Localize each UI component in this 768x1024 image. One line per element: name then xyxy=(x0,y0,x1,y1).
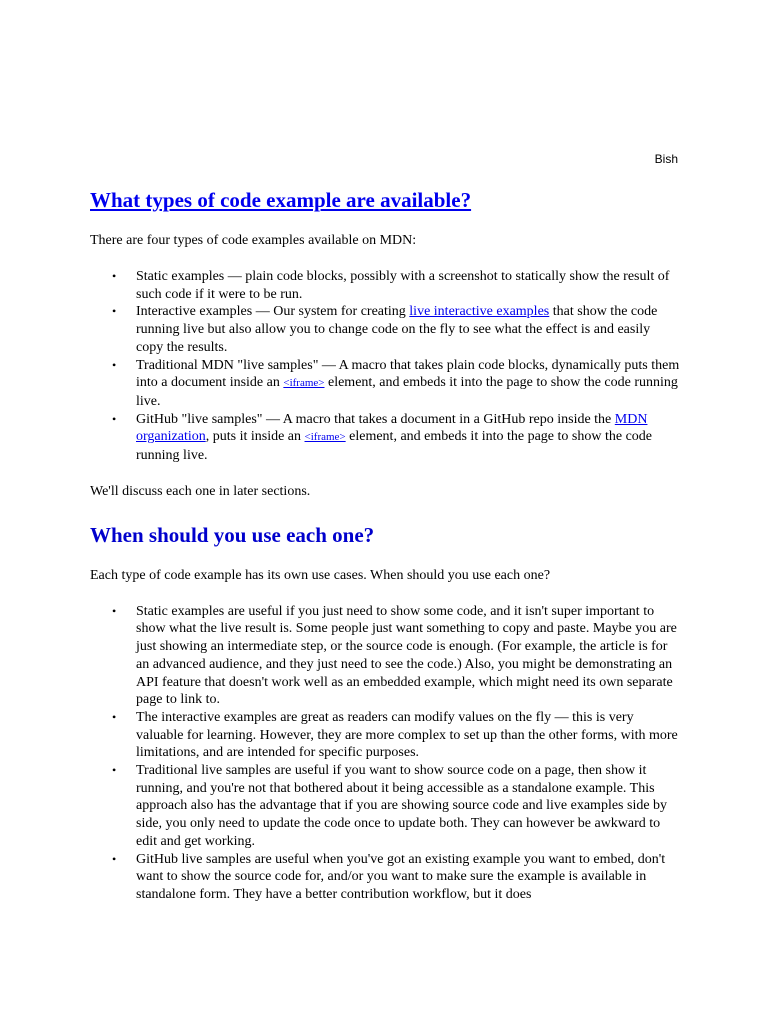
live-interactive-examples-link[interactable]: live interactive examples xyxy=(409,304,550,320)
section-outro: We'll discuss each one in later sections. xyxy=(90,483,311,499)
section-intro: Each type of code example has its own use cases. When should you use each one? xyxy=(90,567,551,583)
iframe-link[interactable]: <iframe> xyxy=(304,431,346,444)
section-heading-when-to-use: When should you use each one? xyxy=(90,522,375,547)
author-name: Bish xyxy=(654,152,678,166)
code-types-list xyxy=(90,268,680,465)
list-item: • Interactive examples — Our system for creating live interactive examples that show the code running live but also allow you to change code on the fly to see what the effect is and easily copy the results. xyxy=(136,303,680,356)
document-body xyxy=(90,186,680,904)
list-item: • Traditional live samples are useful if you want to show source code on a page, then show it running, and you're not that bothered about it being accessible as a standalone example. This approach also has the advantage that if you are showing source code and live examples side by side, you only need to update the code once to update both. They can however be awkward to edit and get working. xyxy=(136,762,680,851)
list-item: • GitHub live samples are useful when you've got an existing example you want to embed, don't want to show the source code for, and/or you want to make sure the example is available in standalone form. They have a better contribution workflow, but it does xyxy=(136,851,680,904)
list-item: • Static examples — plain code blocks, possibly with a screenshot to statically show the result of such code if it were to be run. xyxy=(136,268,680,303)
list-item: • The interactive examples are great as readers can modify values on the fly — this is very valuable for learning. However, they are more complex to set up than the other forms, with more limitations, and are intended for specific purposes. xyxy=(136,709,680,762)
iframe-link[interactable]: <iframe> xyxy=(283,377,325,390)
use-cases-list xyxy=(90,603,680,904)
section-intro: There are four types of code examples available on MDN: xyxy=(90,233,417,248)
section-heading-code-types[interactable] xyxy=(90,186,680,214)
list-item: • GitHub "live samples" — A macro that takes a document in a GitHub repo inside the MDN organization, puts it inside an <iframe> element, and embeds it into the page to show the code running live. xyxy=(136,411,680,465)
mdn-organization-link[interactable]: MDN organization xyxy=(136,411,648,445)
list-item: • Traditional MDN "live samples" — A macro that takes plain code blocks, dynamically puts them into a document inside an <iframe> element, and embeds it into the page to show the code running live. xyxy=(136,357,680,411)
list-item: • Static examples are useful if you just need to show some code, and it isn't super important to show what the live result is. Some people just want something to copy and paste. Maybe you are just showing an intermediate step, or the source code is enough. (For example, the article is for an advanced audience, and they just need to see the code.) Also, you might be demonstrating an API feature that doesn't work well as an embedded example, which might need its own separate page to link to. xyxy=(136,603,680,709)
heading-link[interactable]: What types of code example are available? xyxy=(90,188,472,212)
